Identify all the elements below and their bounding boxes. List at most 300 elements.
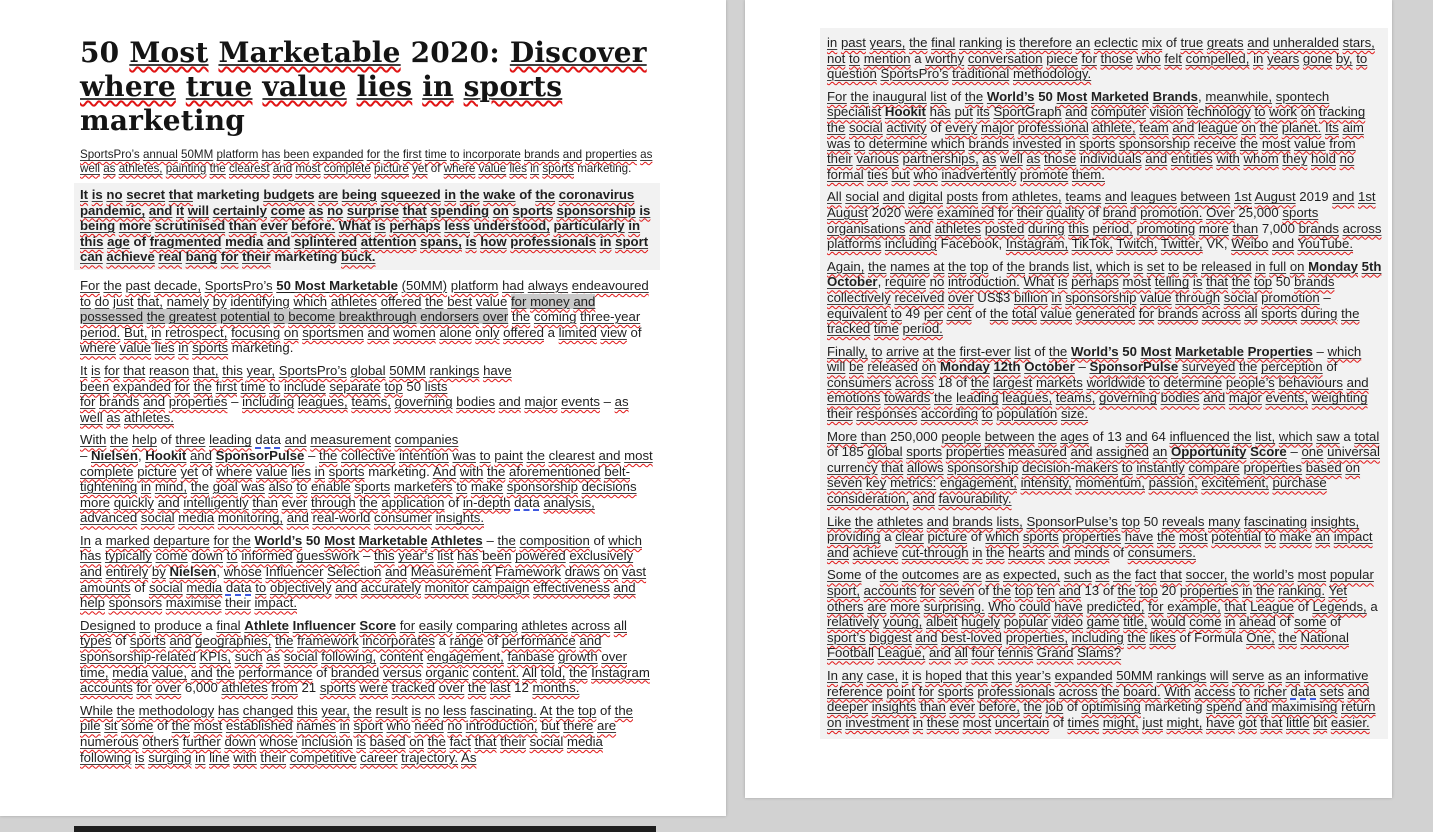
spellcheck-marked-word: breakthrough [338, 309, 417, 325]
spellcheck-marked-word: for [104, 362, 120, 378]
spellcheck-marked-word: Twitch, [1116, 236, 1158, 252]
spellcheck-marked-word: money [530, 293, 570, 309]
spellcheck-marked-word: names [296, 718, 336, 734]
spellcheck-marked-word: is [135, 749, 145, 765]
spellcheck-marked-word: scrutinised [154, 218, 226, 234]
spellcheck-marked-word: the [467, 680, 487, 696]
spellcheck-marked-word: and [912, 491, 935, 507]
spellcheck-marked-word: properties, [1005, 629, 1069, 645]
spellcheck-marked-word: incorporates [362, 633, 435, 649]
spellcheck-marked-word: Slams? [1077, 645, 1122, 661]
spellcheck-marked-word: deeper [827, 699, 869, 715]
spellcheck-marked-word: people’s [1225, 374, 1275, 390]
spellcheck-marked-word: pile [80, 718, 101, 734]
spellcheck-marked-word: attention [360, 233, 417, 249]
spellcheck-marked-word: offered [503, 324, 544, 340]
spellcheck-marked-word: this [297, 702, 318, 718]
spellcheck-marked-word: sponsorship-related [80, 649, 196, 665]
spellcheck-marked-word: most [193, 718, 223, 734]
spellcheck-marked-word: inaugural [872, 88, 927, 104]
spellcheck-marked-word: complete [323, 161, 371, 175]
spellcheck-marked-word: insights, [1310, 513, 1360, 529]
spellcheck-marked-word: media [178, 510, 215, 526]
grammar-marked-word: data [225, 579, 252, 595]
spellcheck-marked-word: for [1138, 305, 1155, 321]
page-right[interactable] [745, 0, 1392, 798]
spellcheck-marked-word: eclectic [1093, 35, 1138, 50]
spellcheck-marked-word: Twitter, [1160, 236, 1203, 252]
spellcheck-marked-word: value [262, 70, 347, 103]
spellcheck-marked-word: and [1272, 236, 1295, 252]
spellcheck-marked-word: social [1223, 289, 1258, 305]
spellcheck-marked-word: performance [501, 633, 576, 649]
spellcheck-marked-word: who [913, 166, 938, 182]
spellcheck-marked-word: the [569, 664, 588, 680]
spellcheck-marked-word: that [168, 187, 193, 202]
spellcheck-marked-word: media [566, 734, 603, 749]
spellcheck-marked-word: their [1016, 204, 1043, 220]
spellcheck-marked-word: to [1254, 104, 1266, 120]
spellcheck-marked-word: for [220, 249, 239, 265]
paragraph: In any case, it is hoped that this year’s expanded 50MM rankings will serve as an informative reference point for sports professionals across the board. With access to richer data sets and deeper insights than ever before, the job of optimising marketing spend and maximising return on investment in these most uncertain of times might, just might, have got that little bit easier. [827, 667, 1376, 730]
spellcheck-marked-word: is [91, 187, 103, 202]
spellcheck-marked-word: investment [845, 714, 910, 730]
spellcheck-marked-word: predicted, [1086, 598, 1145, 614]
spellcheck-marked-word: consumers. [1127, 544, 1196, 560]
spellcheck-marked-word: Grand [1036, 645, 1074, 661]
spellcheck-marked-word: optimising [1081, 699, 1141, 715]
spellcheck-marked-word: momentum, [1075, 475, 1145, 491]
spellcheck-marked-word: sit [104, 718, 118, 734]
spellcheck-marked-word: ten [1036, 583, 1056, 598]
spellcheck-marked-word: excitement, [1201, 475, 1269, 491]
spellcheck-marked-word: markets [1035, 374, 1083, 390]
spellcheck-marked-word: compare [1188, 459, 1240, 475]
spellcheck-marked-word: clearest [548, 447, 595, 463]
spellcheck-marked-word: vision [1149, 104, 1184, 120]
spellcheck-marked-word: in [339, 718, 350, 734]
spellcheck-marked-word: been [283, 148, 310, 161]
spellcheck-marked-word: value [478, 161, 507, 175]
spellcheck-marked-word: just [1142, 714, 1163, 730]
spellcheck-marked-word: properties [945, 444, 1005, 460]
spellcheck-marked-word: these [926, 714, 959, 730]
spellcheck-marked-word: social [845, 189, 880, 205]
spellcheck-marked-word: sponsors [108, 595, 163, 611]
spellcheck-marked-word: major [524, 394, 558, 410]
spellcheck-marked-word: Designed [80, 617, 136, 633]
spellcheck-marked-word: media [186, 579, 223, 595]
spellcheck-marked-word: leagues [1130, 189, 1177, 205]
paragraph: It is for that reason that, this year, SportsPro’s global 50MM rankings have been expanded for the first time to include separate top 50 lists for brands and properties – including leagues, teams, governing bodies and major events – as well as athletes. [80, 362, 629, 425]
spellcheck-marked-word: the [854, 513, 874, 529]
spellcheck-marked-word: decision-makers [1022, 459, 1119, 475]
paragraph: For the inaugural list of the World’s 50 Most Marketed Brands, meanwhile, spontech specialist Hookit has put its SportGraph and computer vision technology to work on tracking the social activity of every major professional athlete, team and league on the planet. Its aim was to determine which brands invested in sports sponsorship receive the most value from their various partnerships, as well as those individuals and entities with whom they hold no formal ties but who inadvertently promote them. [827, 88, 1366, 182]
spellcheck-marked-word: most [295, 161, 321, 175]
spellcheck-marked-word: than [920, 699, 946, 715]
spellcheck-marked-word: top [384, 378, 403, 394]
spellcheck-marked-word: for [918, 683, 935, 699]
spellcheck-marked-word: only [475, 324, 500, 340]
spellcheck-marked-word: there [563, 718, 594, 734]
spellcheck-marked-word: guesswork [296, 548, 360, 564]
spellcheck-marked-word: sports [1022, 529, 1059, 545]
spellcheck-marked-word: sets [1319, 683, 1344, 699]
spellcheck-marked-word: professionals [510, 233, 597, 249]
spellcheck-marked-word: wake [483, 187, 516, 202]
spellcheck-marked-word: platforms [827, 236, 882, 252]
spellcheck-marked-word: the [909, 35, 928, 50]
spellcheck-marked-word: first-ever [959, 343, 1011, 359]
spellcheck-marked-word: More [827, 428, 858, 444]
spellcheck-marked-word: sponsorship [506, 479, 578, 495]
spellcheck-marked-word: will [827, 359, 846, 375]
spellcheck-marked-word: which [293, 293, 328, 309]
spellcheck-marked-word: no [327, 202, 344, 218]
spellcheck-marked-word: 50MM [181, 148, 214, 161]
spellcheck-marked-word: But, [124, 324, 148, 340]
spellcheck-marked-word: size. [1060, 406, 1089, 422]
spellcheck-marked-word: real [158, 249, 182, 265]
spellcheck-marked-word: point [886, 683, 915, 699]
spellcheck-marked-word: in [972, 544, 983, 560]
spellcheck-marked-word: in [1253, 50, 1264, 66]
spellcheck-marked-word: retrospect, [165, 324, 228, 340]
spellcheck-marked-word: in [1051, 289, 1062, 305]
spellcheck-marked-word: to [139, 617, 151, 633]
spellcheck-marked-word: released [1201, 258, 1252, 274]
spellcheck-marked-word: growth [558, 649, 598, 665]
spellcheck-marked-word: posts [946, 189, 979, 205]
spellcheck-marked-word: top [1014, 583, 1034, 598]
spellcheck-marked-word: who [386, 718, 411, 734]
spellcheck-marked-word: comparing [456, 617, 518, 633]
spellcheck-marked-word: October [827, 274, 878, 290]
spellcheck-marked-word: reference [827, 683, 883, 699]
spellcheck-marked-word: and [148, 202, 173, 218]
spellcheck-marked-word: the [964, 88, 984, 104]
spellcheck-marked-word: first [402, 148, 422, 161]
spellcheck-marked-word: TikTok, [1071, 236, 1113, 252]
spellcheck-marked-word: possessed [80, 309, 144, 325]
page-left[interactable] [0, 0, 726, 816]
spellcheck-marked-word: the [171, 718, 190, 734]
spellcheck-marked-word: sports [1282, 204, 1319, 220]
spellcheck-marked-word: worldwide [1086, 374, 1146, 390]
spellcheck-marked-word: for [1081, 50, 1097, 66]
spellcheck-marked-word: sports [1079, 135, 1116, 151]
spellcheck-marked-word: has [457, 548, 479, 564]
spellcheck-marked-word: 5th [1361, 258, 1382, 274]
spellcheck-marked-word: the [970, 374, 990, 390]
spellcheck-marked-word: year’s [1015, 667, 1051, 683]
spellcheck-marked-word: people [941, 428, 982, 444]
spellcheck-marked-word: brands [952, 513, 993, 529]
spellcheck-marked-word: true [185, 70, 253, 103]
spellcheck-marked-word: monitor [424, 579, 469, 595]
spellcheck-marked-word: more [80, 494, 111, 510]
spellcheck-marked-word: professional [1017, 119, 1089, 135]
spellcheck-marked-word: and [1172, 119, 1195, 135]
spellcheck-marked-word: introduction, [465, 718, 538, 734]
spellcheck-marked-word: to [849, 50, 861, 66]
spellcheck-marked-word: time [873, 321, 899, 337]
spellcheck-marked-word: easily [418, 617, 453, 633]
spellcheck-marked-word: August [827, 204, 869, 220]
spellcheck-marked-word: content. [472, 664, 520, 680]
spellcheck-marked-word: maximise [165, 595, 222, 611]
spellcheck-marked-word: released [867, 359, 918, 375]
spellcheck-marked-word: typically [104, 548, 152, 564]
spellcheck-marked-word: and [827, 544, 850, 560]
spellcheck-marked-word: is [374, 218, 386, 234]
article-body-right [820, 28, 1388, 739]
spellcheck-marked-word: monitoring, [217, 510, 284, 526]
spellcheck-marked-word: the [427, 734, 446, 749]
spellcheck-marked-word: athlete, [1092, 119, 1136, 135]
spellcheck-marked-word: namely [166, 293, 210, 309]
spellcheck-marked-word: inclusion [301, 734, 353, 749]
spellcheck-marked-word: the [110, 432, 129, 448]
spellcheck-marked-word: the [868, 258, 887, 274]
spellcheck-marked-word: have [1124, 529, 1154, 545]
spellcheck-marked-word: based [1305, 459, 1342, 475]
spellcheck-marked-word: to [456, 479, 468, 495]
spellcheck-marked-word: little [1286, 714, 1310, 730]
spellcheck-marked-word: teams, [351, 394, 391, 410]
spellcheck-marked-word: as [308, 202, 324, 218]
spellcheck-marked-word: hoped [925, 667, 962, 683]
spellcheck-marked-word: as [985, 567, 1000, 583]
spellcheck-marked-word: women [393, 324, 436, 340]
spellcheck-marked-word: Instagram [591, 664, 650, 680]
spellcheck-marked-word: and [598, 447, 621, 463]
spellcheck-marked-word: budgets [263, 187, 315, 202]
spellcheck-marked-word: in [827, 35, 838, 50]
spellcheck-marked-word: as [614, 394, 629, 410]
spellcheck-marked-word: World’s [1070, 343, 1119, 359]
spellcheck-marked-word: are [597, 718, 617, 734]
spellcheck-marked-word: Hookit [145, 447, 187, 463]
spellcheck-marked-word: reveals [1161, 513, 1205, 529]
spellcheck-marked-word: to [1356, 50, 1368, 66]
spellcheck-marked-word: mix [1141, 35, 1163, 50]
spellcheck-marked-word: technology [1187, 104, 1251, 120]
spellcheck-marked-word: most [624, 447, 653, 463]
spellcheck-marked-word: make [1279, 529, 1312, 545]
paragraph: Like the athletes and brands lists, SponsorPulse’s top 50 reveals many fascinating insights, providing a clear picture of which sports properties have the most potential to make an impact and achieve cut-through in the hearts and minds of consumers. [827, 513, 1373, 560]
spellcheck-marked-word: video [1051, 614, 1083, 630]
spellcheck-marked-word: where [443, 161, 476, 175]
spellcheck-marked-word: easier. [1330, 714, 1370, 730]
spellcheck-marked-word: for [511, 293, 527, 309]
spellcheck-marked-word: on [1300, 104, 1316, 120]
spellcheck-marked-word: which [985, 529, 1020, 545]
spellcheck-marked-word: lies [154, 340, 175, 356]
spellcheck-marked-word: they [1282, 151, 1308, 167]
spellcheck-marked-word: real-world [312, 510, 371, 526]
spellcheck-marked-word: fact [1135, 567, 1157, 583]
spellcheck-marked-word: on [921, 359, 937, 375]
spellcheck-marked-word: the [989, 305, 1009, 321]
spellcheck-marked-word: focusing [231, 324, 281, 340]
spellcheck-marked-word: spontech [1275, 88, 1330, 104]
spellcheck-marked-word: not [827, 50, 846, 66]
spellcheck-marked-word: belt-tightening [80, 463, 630, 495]
spellcheck-marked-word: promotion [1261, 289, 1320, 305]
spellcheck-marked-word: and [169, 633, 192, 649]
spellcheck-marked-word: for [920, 583, 936, 598]
spellcheck-marked-word: As [461, 749, 477, 765]
spellcheck-marked-word: more [118, 218, 152, 234]
spellcheck-marked-word: leading [956, 390, 999, 406]
spellcheck-marked-word: well [80, 409, 103, 425]
spellcheck-marked-word: changed [242, 702, 294, 718]
spellcheck-marked-word: to [226, 548, 238, 564]
spellcheck-marked-word: first [215, 378, 237, 394]
spellcheck-marked-word: including [1071, 629, 1124, 645]
spellcheck-marked-word: geographies, [195, 633, 272, 649]
spellcheck-marked-word: the [1117, 583, 1136, 598]
spellcheck-marked-word: perhaps [1071, 274, 1119, 290]
spellcheck-marked-word: instantly [1136, 459, 1185, 475]
spellcheck-marked-word: four [971, 645, 995, 661]
spellcheck-marked-word: limited [558, 324, 597, 340]
spellcheck-marked-word: the [193, 378, 213, 394]
spellcheck-marked-word: that, [192, 362, 219, 378]
spellcheck-marked-word: the [319, 447, 338, 463]
spellcheck-marked-word: before. [291, 218, 336, 234]
spellcheck-marked-word: where [80, 340, 116, 356]
spellcheck-marked-word: the [1127, 629, 1146, 645]
spellcheck-marked-word: amounts [80, 579, 131, 595]
spellcheck-marked-word: to [80, 293, 91, 309]
spellcheck-marked-word: For [827, 88, 847, 104]
spellcheck-marked-word: to [479, 447, 491, 463]
spellcheck-marked-word: Discover [509, 36, 647, 69]
spellcheck-marked-word: the [1231, 274, 1251, 290]
spellcheck-marked-word: and [284, 432, 307, 448]
spellcheck-marked-word: Over [1206, 204, 1235, 220]
spellcheck-marked-word: the [353, 702, 372, 718]
spellcheck-marked-word: times [1067, 714, 1100, 730]
spellcheck-marked-word: global [867, 444, 903, 460]
spellcheck-marked-word: passion, [1148, 475, 1198, 491]
spellcheck-marked-word: With [1164, 683, 1191, 699]
spellcheck-marked-word: 1st [1357, 189, 1376, 205]
spellcheck-marked-word: leagues, [1002, 390, 1053, 406]
spellcheck-marked-word: others [142, 734, 179, 749]
spellcheck-marked-word: top [1121, 513, 1140, 529]
spellcheck-marked-word: view [600, 324, 627, 340]
spellcheck-marked-word: World’s [986, 88, 1035, 104]
spellcheck-marked-word: which [931, 135, 965, 151]
spellcheck-marked-word: sports [129, 633, 166, 649]
spellcheck-marked-word: time [240, 378, 266, 394]
spellcheck-marked-word: were [359, 680, 388, 696]
spellcheck-marked-word: types [80, 633, 112, 649]
spellcheck-marked-word: relatively [827, 614, 880, 630]
spellcheck-marked-word: traditional [952, 66, 1010, 82]
spellcheck-marked-word: to [269, 378, 281, 394]
spellcheck-marked-word: total [1011, 305, 1037, 321]
spellcheck-marked-word: League [1250, 598, 1295, 614]
spellcheck-marked-word: sports [1261, 305, 1298, 321]
spellcheck-marked-word: tracking [1319, 104, 1366, 120]
spellcheck-marked-word: but [541, 718, 560, 734]
spellcheck-marked-word: gone [1302, 50, 1333, 66]
spellcheck-marked-word: emotions [827, 390, 881, 406]
spellcheck-marked-word: young, [882, 614, 923, 630]
spellcheck-marked-word: all [613, 617, 627, 633]
spellcheck-marked-word: cent [946, 305, 972, 321]
spellcheck-marked-word: ties [867, 166, 888, 182]
spellcheck-marked-word: is [411, 702, 422, 718]
spellcheck-marked-word: 12th [993, 359, 1021, 375]
spellcheck-marked-word: following [80, 749, 132, 765]
spellcheck-marked-word: period. [902, 321, 943, 337]
spellcheck-marked-word: Marketable [329, 277, 398, 293]
spellcheck-marked-word: sports [319, 680, 356, 696]
spellcheck-marked-word: the [359, 494, 378, 510]
spellcheck-marked-word: entirely [105, 564, 149, 580]
spellcheck-marked-word: where [80, 70, 176, 103]
spellcheck-marked-word: surprise [346, 202, 399, 218]
spellcheck-marked-word: such [234, 649, 263, 665]
spellcheck-marked-word: more [1198, 220, 1229, 236]
spellcheck-marked-word: alone [439, 324, 472, 340]
spellcheck-marked-word: across [1058, 683, 1098, 699]
spellcheck-marked-word: It [80, 187, 89, 202]
spellcheck-marked-word: value, [151, 664, 188, 680]
spellcheck-marked-word: how [480, 233, 507, 249]
spellcheck-marked-word: produce [154, 617, 202, 633]
spellcheck-marked-word: decade, [154, 277, 202, 293]
spellcheck-marked-word: for [366, 148, 381, 161]
spellcheck-marked-word: Nielsen [169, 564, 217, 580]
spellcheck-marked-word: albeit [926, 614, 958, 630]
spellcheck-marked-word: SportGraph [993, 104, 1062, 120]
spellcheck-marked-word: many [1208, 513, 1241, 529]
spellcheck-marked-word: sports [937, 683, 974, 699]
spellcheck-marked-word: through [310, 494, 356, 510]
spellcheck-marked-word: seven [939, 583, 975, 598]
spellcheck-marked-word: case, [866, 667, 899, 683]
spellcheck-marked-word: this [222, 362, 243, 378]
spellcheck-marked-word: ages [1060, 428, 1089, 444]
spellcheck-marked-word: years, [869, 35, 906, 50]
spellcheck-marked-word: picture [374, 161, 409, 175]
spellcheck-marked-word: but [891, 166, 910, 182]
spellcheck-marked-word: are [962, 567, 982, 583]
spellcheck-marked-word: as [1095, 567, 1110, 583]
spellcheck-marked-word: brands [1294, 274, 1335, 290]
spellcheck-marked-word: expected, [1003, 567, 1061, 583]
spellcheck-marked-word: receive [1193, 135, 1237, 151]
spellcheck-marked-word: on [492, 202, 509, 218]
spellcheck-marked-word: partnerships, [902, 151, 979, 167]
spellcheck-marked-word: and [266, 233, 291, 249]
spellcheck-marked-word: from [981, 189, 1009, 205]
spellcheck-marked-word: such [1063, 567, 1092, 583]
spellcheck-marked-word: Some [827, 567, 862, 583]
spellcheck-marked-word: rankings [1156, 667, 1207, 683]
spellcheck-marked-word: come [1189, 614, 1222, 630]
spellcheck-marked-word: the [948, 258, 967, 274]
spellcheck-marked-word: brands [968, 135, 1009, 151]
spellcheck-marked-word: the [1101, 683, 1120, 699]
spellcheck-marked-word: consumer [374, 510, 432, 526]
